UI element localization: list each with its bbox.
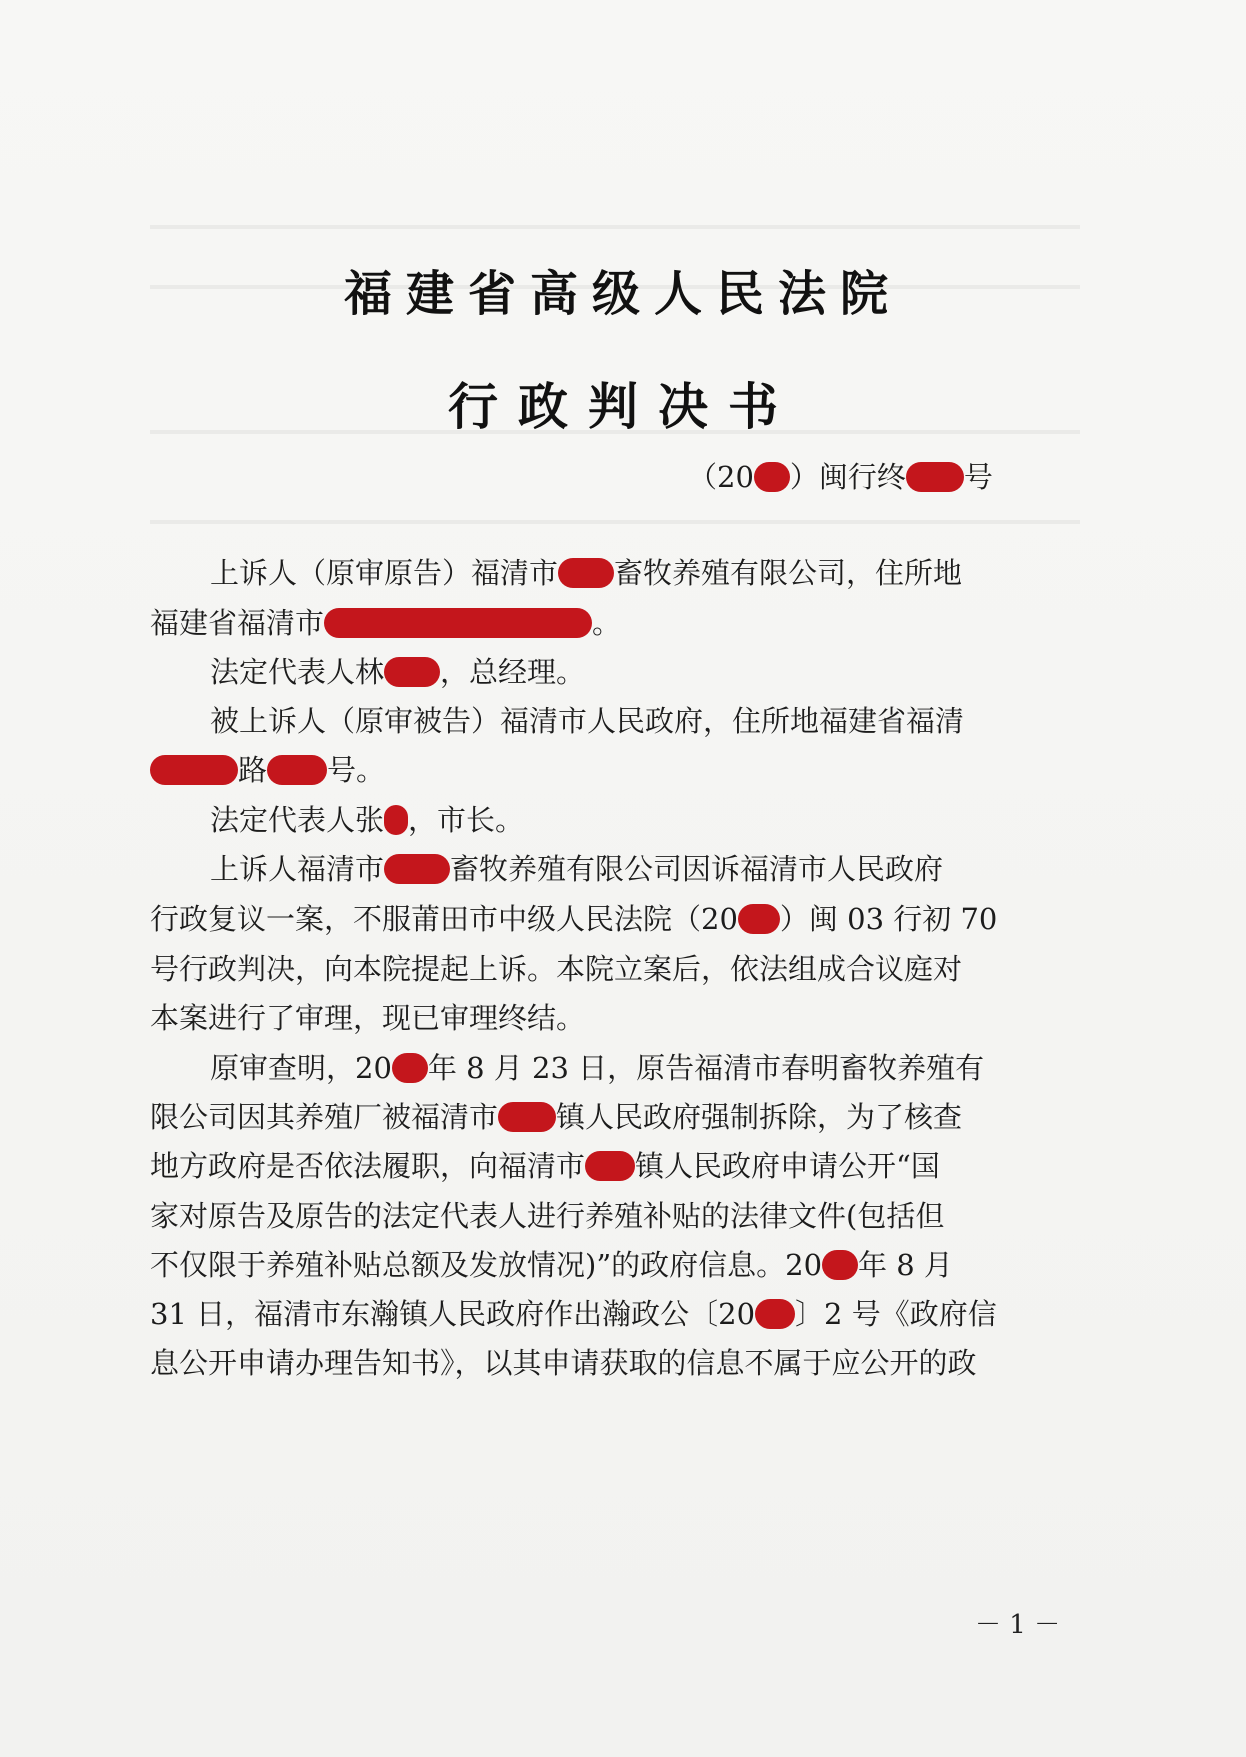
redaction-mark [906,462,964,492]
bleed-through-text [150,225,1080,229]
line-text: 畜牧养殖有限公司因诉福清市人民政府 [450,852,944,886]
case-number-prefix: （20 [688,460,754,494]
line-text: 年 8 月 23 日，原告福清市春明畜牧养殖有 [427,1051,985,1085]
line-text: 路 [238,753,268,787]
document-type-title: 行政判决书 [448,377,798,436]
paragraph-line: 本案进行了审理，现已审理终结。 [150,1001,586,1035]
paragraph-line [150,1296,997,1332]
paragraph-line: 号行政判决，向本院提起上诉。本院立案后，依法组成合议庭对 [150,952,963,986]
paragraph-line [150,752,385,788]
bleed-through-text [150,520,1080,524]
paragraph-line [150,1247,953,1283]
paragraph-line [150,1099,962,1135]
line-text: 。 [592,606,622,640]
paragraph-line: 息公开申请办理告知书》，以其申请获取的信息不属于应公开的政 [150,1346,977,1380]
redaction-mark [324,608,592,638]
paragraph-line: 家对原告及原告的法定代表人进行养殖补贴的法律文件(包括但 [150,1199,945,1233]
line-text: 镇人民政府强制拆除，为了核查 [556,1100,963,1134]
case-number [688,459,993,495]
case-number-suffix: ）闽行终 [789,460,906,494]
line-text: ，市长。 [408,803,525,837]
paragraph-line [210,1050,984,1086]
line-text: 福建省福清市 [150,606,325,640]
line-text: 地方政府是否依法履职，向福清市 [150,1149,586,1183]
paragraph-line [210,851,943,887]
redaction-mark [754,462,790,492]
line-text: 号。 [327,753,386,787]
redaction-mark [150,755,238,785]
paragraph-line [150,901,997,937]
page-number: － 1 － [975,1610,1061,1640]
redaction-mark [384,657,440,687]
paragraph-line [150,605,621,641]
redaction-mark [267,755,327,785]
line-text: 限公司因其养殖厂被福清市 [150,1100,499,1134]
redaction-mark [585,1151,635,1181]
line-text: 法定代表人林 [210,655,385,689]
redaction-mark [384,805,408,835]
paragraph-line [210,654,585,690]
line-text: 法定代表人张 [210,803,385,837]
paragraph-line [210,802,524,838]
redaction-mark [755,1299,795,1329]
case-number-end: 号 [963,460,993,494]
court-title: 福建省高级人民法院 [343,266,902,322]
line-text: ）闽 03 行初 70 [779,902,998,936]
line-text: 〕2 号《政府信 [795,1297,997,1331]
line-text: 畜牧养殖有限公司，住所地 [614,556,963,590]
paragraph-line [150,1148,940,1184]
line-text: 镇人民政府申请公开“国 [635,1149,940,1183]
line-text: 原审查明，20 [210,1051,392,1085]
paragraph-line: 被上诉人（原审被告）福清市人民政府，住所地福建省福清 [210,704,965,738]
line-text: 行政复议一案，不服莆田市中级人民法院（20 [150,902,738,936]
line-text: 不仅限于养殖补贴总额及发放情况)”的政府信息。20 [150,1248,823,1282]
redaction-mark [384,854,450,884]
line-text: 年 8 月 [858,1248,953,1282]
redaction-mark [558,558,614,588]
redaction-mark [498,1102,556,1132]
line-text: 上诉人福清市 [210,852,385,886]
redaction-mark [392,1053,428,1083]
redaction-mark [738,904,780,934]
line-text: ，总经理。 [440,655,586,689]
redaction-mark [822,1250,858,1280]
paragraph-line [210,555,962,591]
line-text: 上诉人（原审原告）福清市 [210,556,559,590]
line-text: 31 日，福清市东瀚镇人民政府作出瀚政公〔20 [150,1297,756,1331]
